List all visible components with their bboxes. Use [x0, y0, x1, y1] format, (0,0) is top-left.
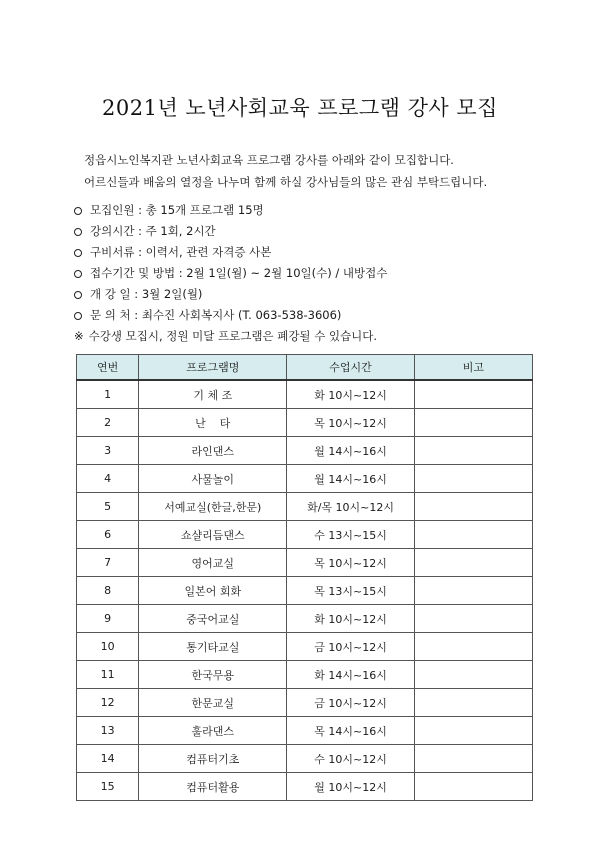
cell-time: 월 14시~16시: [287, 465, 414, 493]
cell-remarks: [414, 465, 532, 493]
detail-item: 문 의 처 : 최수진 사회복지사 (T. 063-538-3606): [74, 305, 387, 326]
intro-line: 어르신들과 배움의 열정을 나누며 함께 하실 강사님들의 많은 관심 부탁드립니다.: [84, 175, 488, 189]
cell-program: 한문교실: [139, 689, 287, 717]
cell-number: 3: [77, 437, 139, 465]
table-row: [77, 605, 533, 633]
cell-time: 목 10시~12시: [287, 409, 414, 437]
cell-number: 1: [77, 380, 139, 409]
col-header-time: 수업시간: [287, 355, 414, 381]
cell-time: 월 14시~16시: [287, 437, 414, 465]
cell-number: 11: [77, 661, 139, 689]
cell-remarks: [414, 605, 532, 633]
cell-program: 중국어교실: [139, 605, 287, 633]
table-row: [77, 521, 533, 549]
table-row: [77, 465, 533, 493]
cell-number: 13: [77, 717, 139, 745]
cell-program: 기 체 조: [139, 380, 287, 409]
table-row: [77, 745, 533, 773]
cell-time: 화 14시~16시: [287, 661, 414, 689]
cell-number: 2: [77, 409, 139, 437]
cell-time: 월 10시~12시: [287, 773, 414, 801]
cell-remarks: [414, 717, 532, 745]
table-row: [77, 549, 533, 577]
cell-program: 난 타: [139, 409, 287, 437]
intro-text: [84, 149, 487, 193]
circle-bullet-icon: [74, 228, 82, 236]
cell-remarks: [414, 549, 532, 577]
circle-bullet-icon: [74, 249, 82, 257]
details-list: [74, 200, 387, 347]
cell-remarks: [414, 661, 532, 689]
cell-number: 10: [77, 633, 139, 661]
circle-bullet-icon: [74, 270, 82, 278]
col-header-remarks: 비고: [414, 355, 532, 381]
cell-time: 수 10시~12시: [287, 745, 414, 773]
cell-program: 훌라댄스: [139, 717, 287, 745]
detail-item: 강의시간 : 주 1회, 2시간: [74, 221, 387, 242]
table-row: [77, 409, 533, 437]
page-title: 2021년 노년사회교육 프로그램 강사 모집: [102, 96, 498, 120]
cell-time: 수 13시~15시: [287, 521, 414, 549]
detail-item: 개 강 일 : 3월 2일(월): [74, 284, 387, 305]
circle-bullet-icon: [74, 291, 82, 299]
cell-remarks: [414, 409, 532, 437]
cell-remarks: [414, 633, 532, 661]
cell-time: 목 10시~12시: [287, 549, 414, 577]
table-row: [77, 493, 533, 521]
intro-line: 정읍시노인복지관 노년사회교육 프로그램 강사를 아래와 같이 모집합니다.: [84, 153, 454, 167]
detail-item: 구비서류 : 이력서, 관련 자격증 사본: [74, 242, 387, 263]
cell-time: 금 10시~12시: [287, 689, 414, 717]
cell-number: 6: [77, 521, 139, 549]
note-item: ※ 수강생 모집시, 정원 미달 프로그램은 폐강될 수 있습니다.: [74, 326, 387, 347]
table-header-row: [77, 355, 533, 381]
cell-program: 컴퓨터기초: [139, 745, 287, 773]
cell-number: 5: [77, 493, 139, 521]
reference-mark-icon: ※: [74, 329, 84, 343]
cell-program: 영어교실: [139, 549, 287, 577]
cell-program: 일본어 회화: [139, 577, 287, 605]
cell-number: 9: [77, 605, 139, 633]
program-table: [76, 354, 533, 801]
cell-remarks: [414, 493, 532, 521]
circle-bullet-icon: [74, 312, 82, 320]
table-row: [77, 689, 533, 717]
cell-time: 화 10시~12시: [287, 380, 414, 409]
cell-time: 목 13시~15시: [287, 577, 414, 605]
cell-program: 통기타교실: [139, 633, 287, 661]
cell-number: 4: [77, 465, 139, 493]
cell-remarks: [414, 577, 532, 605]
cell-remarks: [414, 689, 532, 717]
cell-program: 사물놀이: [139, 465, 287, 493]
col-header-program: 프로그램명: [139, 355, 287, 381]
cell-program: 컴퓨터활용: [139, 773, 287, 801]
cell-remarks: [414, 773, 532, 801]
detail-item: 접수기간 및 방법 : 2월 1일(월) ~ 2월 10일(수) / 내방접수: [74, 263, 387, 284]
table-row: [77, 661, 533, 689]
table-row: [77, 773, 533, 801]
cell-program: 라인댄스: [139, 437, 287, 465]
table-row: [77, 380, 533, 409]
cell-program: 서예교실(한글,한문): [139, 493, 287, 521]
cell-time: 화/목 10시~12시: [287, 493, 414, 521]
table-row: [77, 633, 533, 661]
circle-bullet-icon: [74, 207, 82, 215]
cell-number: 15: [77, 773, 139, 801]
col-header-number: 연번: [77, 355, 139, 381]
cell-time: 목 14시~16시: [287, 717, 414, 745]
table-row: [77, 437, 533, 465]
cell-program: 쇼샬리듬댄스: [139, 521, 287, 549]
cell-program: 한국무용: [139, 661, 287, 689]
cell-remarks: [414, 745, 532, 773]
cell-number: 14: [77, 745, 139, 773]
cell-remarks: [414, 437, 532, 465]
detail-item: 모집인원 : 총 15개 프로그램 15명: [74, 200, 387, 221]
cell-time: 화 10시~12시: [287, 605, 414, 633]
cell-number: 12: [77, 689, 139, 717]
cell-remarks: [414, 380, 532, 409]
cell-remarks: [414, 521, 532, 549]
cell-time: 금 10시~12시: [287, 633, 414, 661]
cell-number: 8: [77, 577, 139, 605]
table-row: [77, 577, 533, 605]
table-row: [77, 717, 533, 745]
cell-number: 7: [77, 549, 139, 577]
